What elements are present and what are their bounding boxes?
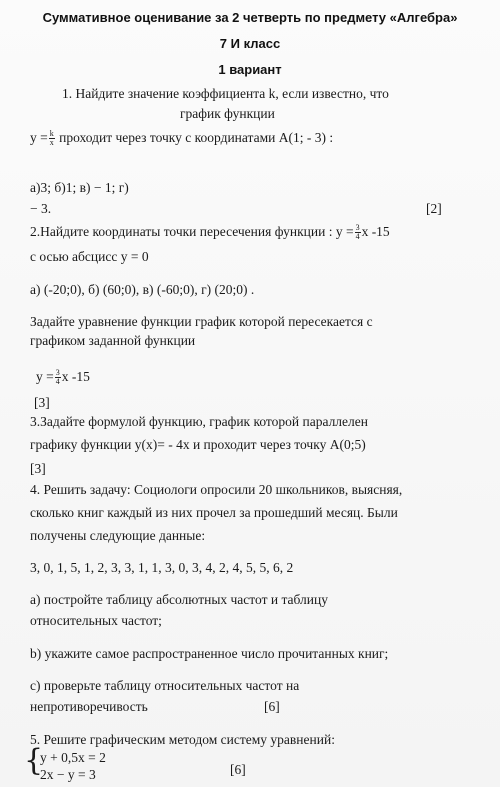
q2-fraction-denominator: 4: [355, 232, 360, 242]
q1-formula-suffix: проходит через точку с координатами A(1; - 3) :: [59, 130, 334, 145]
q1-line2: график функции: [180, 106, 275, 121]
q2-formula2-denominator: 4: [55, 377, 60, 387]
q1-score: [2]: [426, 201, 442, 216]
q2-fraction: [355, 224, 361, 241]
q2-formula: [36, 369, 90, 386]
q2-line1: [30, 224, 390, 241]
q1-fraction-denominator: x: [49, 138, 54, 148]
q1-line3: [30, 130, 333, 147]
q4-part-b: b) укажите самое распространенное число прочитанных книг;: [30, 646, 389, 661]
document-title: Суммативное оценивание за 2 четверть по предмету «Алгебра»: [42, 10, 458, 25]
q2-fraction-numerator: 3: [355, 223, 360, 233]
q4-part-c-line1: c) проверьте таблицу относительных частот на: [30, 678, 300, 693]
q2-formula-suffix: x -15: [361, 224, 390, 239]
q1-fraction: [49, 130, 55, 147]
q2-task-line2: графиком заданной функции: [30, 333, 196, 348]
q1-line1: 1. Найдите значение коэффициента k, если известно, что: [62, 86, 389, 101]
variant-label: 1 вариант: [218, 62, 282, 77]
q5-equation1: y + 0,5x = 2: [40, 750, 106, 765]
q4-line3: получены следующие данные:: [30, 528, 206, 543]
q2-formula2-fraction: [55, 369, 61, 386]
grade-label: 7 И класс: [219, 36, 281, 51]
q1-fraction-numerator: k: [49, 129, 54, 139]
q4-data-values: 3, 0, 1, 5, 1, 2, 3, 3, 1, 1, 3, 0, 3, 4, 2, 4, 5, 5, 6, 2: [30, 560, 294, 575]
q5-line1: 5. Решите графическим методом систему уравнений:: [30, 732, 335, 747]
q1-answers-line1: а)3; б)1; в) − 1; г): [30, 180, 129, 195]
q2-formula2-suffix: x -15: [61, 369, 90, 384]
q4-line2: сколько книг каждый из них прочел за прошедший месяц. Были: [30, 505, 398, 520]
q4-part-a-line1: a) постройте таблицу абсолютных частот и таблицу: [30, 592, 328, 607]
q5-equation2: 2x − y = 3: [40, 767, 96, 782]
q3-line2: графику функции y(x)= - 4x и проходит через точку A(0;5): [30, 437, 366, 452]
system-brace: {: [24, 743, 44, 778]
q2-answers: а) (-20;0), б) (60;0), в) (-60;0), г) (20;0) .: [30, 282, 255, 297]
q1-formula-prefix: y =: [30, 130, 48, 145]
q2-task-line1: Задайте уравнение функции график которой пересекается с: [30, 314, 373, 329]
q3-line1: 3.Задайте формулой функцию, график которой параллелен: [30, 414, 368, 429]
q1-answers-line2: − 3.: [30, 201, 52, 216]
q2-formula-prefix: 2.Найдите координаты точки пересечения функции : y =: [30, 224, 354, 239]
q5-score: [6]: [230, 762, 246, 777]
q2-formula2-numerator: 3: [55, 368, 60, 378]
q2-score: [3]: [34, 395, 50, 410]
q2-formula2-prefix: y =: [36, 369, 54, 384]
q4-score: [6]: [264, 699, 280, 714]
q4-part-a-line2: относительных частот;: [30, 613, 162, 628]
q4-line1: 4. Решить задачу: Социологи опросили 20 школьников, выясняя,: [30, 482, 403, 497]
q4-part-c-line2: непротиворечивость: [30, 699, 148, 714]
q2-line2: с осью абсцисс y = 0: [30, 249, 149, 264]
q3-score: [3]: [30, 461, 46, 476]
